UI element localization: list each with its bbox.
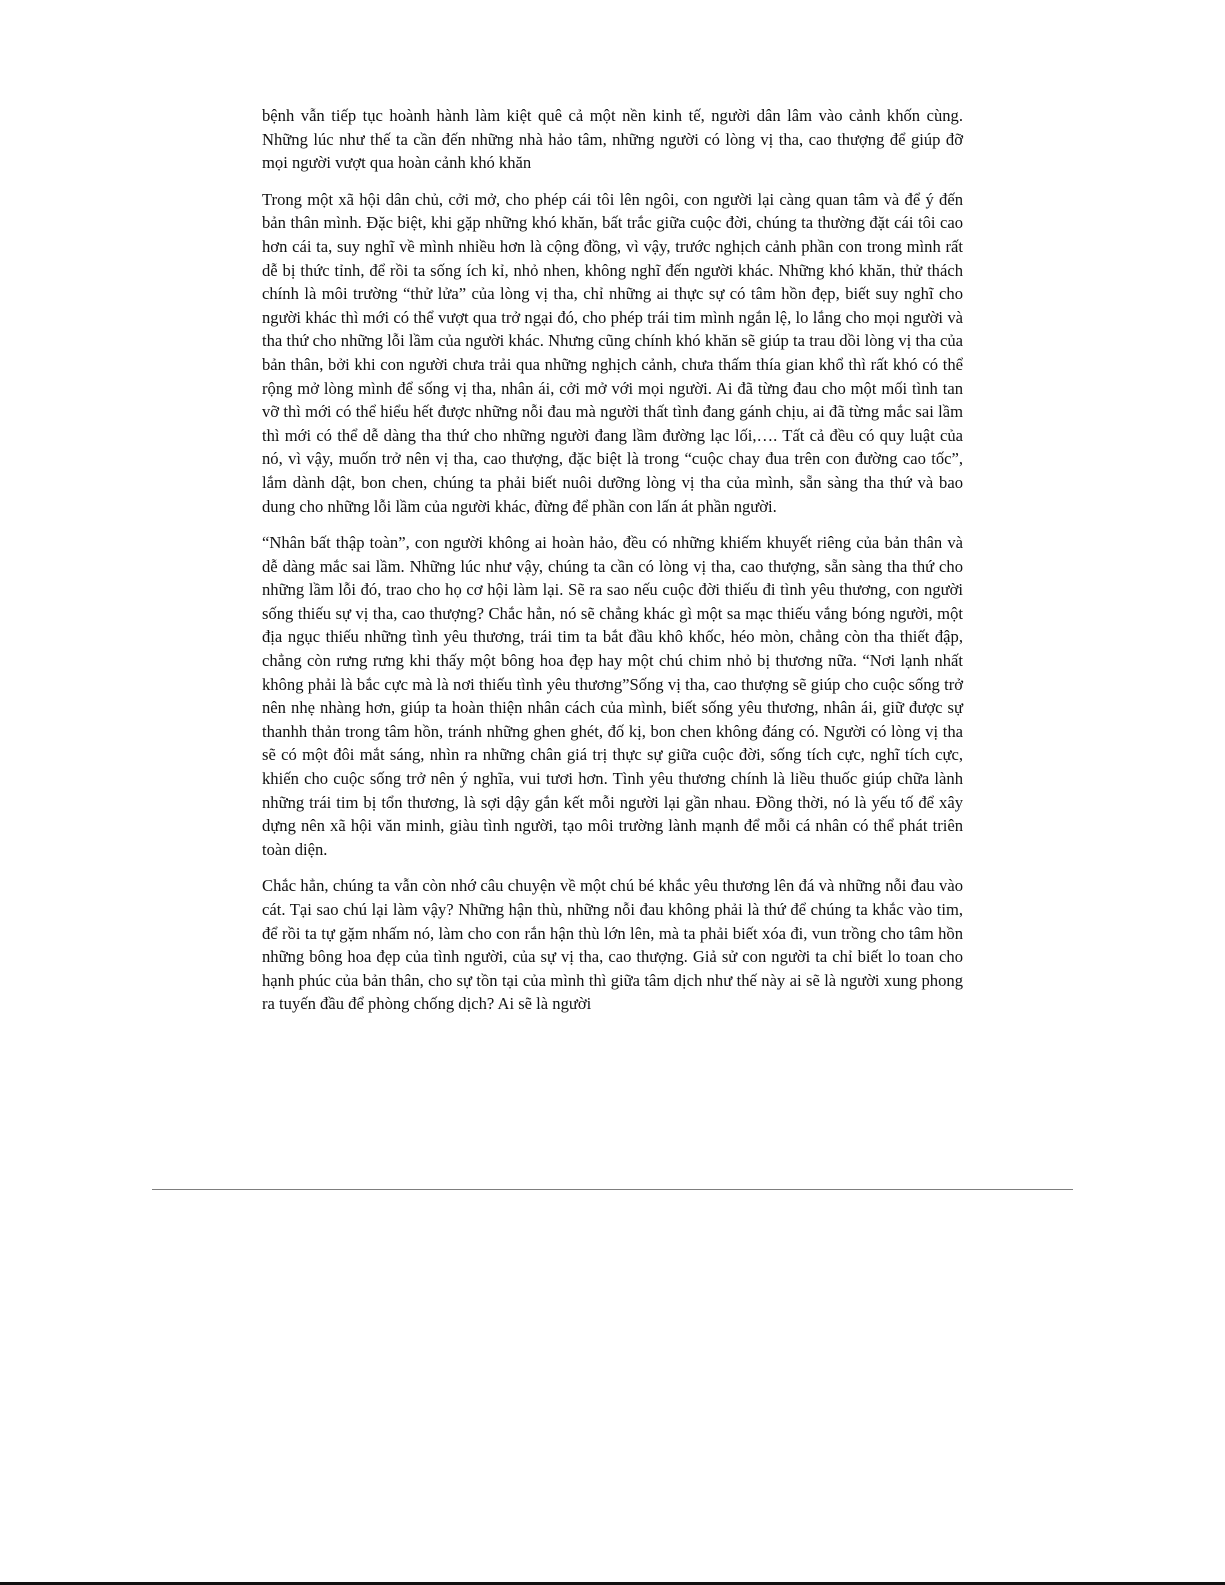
paragraph-3: “Nhân bất thập toàn”, con người không ai hoàn hảo, đều có những khiếm khuyết riêng của bản thân và dễ dàng mắc sai lầm. Những lúc như vậy, chúng ta cần có lòng vị tha, cao thượng, sẵn sàng tha thứ cho những lầm lỗi đó, trao cho họ cơ hội làm lại. Sẽ ra sao nếu cuộc đời thiếu đi tình yêu thương, con người sống thiếu sự vị tha, cao thượng? Chắc hẳn, nó sẽ chẳng khác gì một sa mạc thiếu vắng bóng người, một địa ngục thiếu những tình yêu thương, trái tim ta bắt đầu khô khốc, héo mòn, chẳng còn tha thiết đập, chẳng còn rưng rưng khi thấy một bông hoa đẹp hay một chú chim nhỏ bị thương nữa. “Nơi lạnh nhất không phải là bắc cực mà là nơi thiếu tình yêu thương”Sống vị tha, cao thượng sẽ giúp cho cuộc sống trở nên nhẹ nhàng hơn, giúp ta hoàn thiện nhân cách của mình, biết sống yêu thương, nhân ái, giữ được sự thanhh thản trong tâm hồn, tránh những ghen ghét, đố kị, bon chen không đáng có. Người có lòng vị tha sẽ có một đôi mắt sáng, nhìn ra những chân giá trị thực sự giữa cuộc đời, sống tích cực, nghĩ tích cực, khiến cho cuộc sống trở nên ý nghĩa, vui tươi hơn. Tình yêu thương chính là liều thuốc giúp chữa lành những trái tim bị tổn thương, là sợi dậy gắn kết mỗi người lại gần nhau. Đồng thời, nó là yếu tố để xây dựng nên xã hội văn minh, giàu tình người, tạo môi trường lành mạnh để mỗi cá nhân có thể phát triên toàn diện. [262, 533, 963, 859]
page-divider [152, 1189, 1073, 1190]
paragraph-2: Trong một xã hội dân chủ, cởi mở, cho phép cái tôi lên ngôi, con người lại càng quan tâm và để ý đến bản thân mình. Đặc biệt, khi gặp những khó khăn, bất trắc giữa cuộc đời, chúng ta thường đặt cái tôi cao hơn cái ta, suy nghĩ về mình nhiều hơn là cộng đồng, vì vậy, trước nghịch cảnh phần con trong mình rất dễ bị thức tỉnh, để rồi ta sống ích kỉ, nhỏ nhen, không nghĩ đến người khác. Những khó khăn, thử thách chính là môi trường “thử lửa” của lòng vị tha, chỉ những ai thực sự có tâm hồn đẹp, biết suy nghĩ cho người khác thì mới có thể vượt qua trở ngại đó, cho phép trái tim mình ngắn lệ, lo lắng cho mọi người và tha thứ cho những lỗi lầm của người khác. Nhưng cũng chính khó khăn sẽ giúp ta trau dồi lòng vị tha của bản thân, bởi khi con người chưa trải qua những nghịch cảnh, chưa thấm thía gian khổ thì rất khó có thể rộng mở lòng mình để sống vị tha, nhân ái, cởi mở với mọi người. Ai đã từng đau cho một mối tình tan vỡ thì mới có thể hiểu hết được những nỗi đau mà người thất tình đang gánh chịu, ai đã từng mắc sai lầm thì mới có thể dễ dàng tha thứ cho những người đang lầm đường lạc lối,…. Tất cả đều có quy luật của nó, vì vậy, muốn trở nên vị tha, cao thượng, đặc biệt là trong “cuộc chay đua trên con đường cao tốc”, lắm dành dật, bon chen, chúng ta phải biết nuôi dưỡng lòng vị tha của mình, sẵn sàng tha thứ và bao dung cho những lỗi lầm của người khác, đừng để phần con lấn át phần người. [262, 189, 963, 516]
document-page-body [262, 104, 963, 1029]
paragraph-4: Chắc hẳn, chúng ta vẫn còn nhớ câu chuyện về một chú bé khắc yêu thương lên đá và những nỗi đau vào cát. Tại sao chú lại làm vậy? Những hận thù, những nỗi đau không phải là thứ để chúng ta khắc vào tim, để rồi ta tự gặm nhấm nó, làm cho con rắn hận thù lớn lên, mà ta phải biết xóa đi, vun trồng cho tâm hồn những bông hoa đẹp của tình người, của sự vị tha, cao thượng. Giả sử con người ta chỉ biết lo toan cho hạnh phúc của bản thân, cho sự tồn tại của mình thì giữa tâm dịch như thế này ai sẽ là người xung phong ra tuyến đầu để phòng chống dịch? Ai sẽ là người [262, 876, 963, 1014]
paragraph-1: bệnh vẫn tiếp tục hoành hành làm kiệt quê cả một nền kinh tế, người dân lâm vào cảnh khốn cùng. Những lúc như thế ta cần đến những nhà hảo tâm, những người có lòng vị tha, cao thượng để giúp đỡ mọi người vượt qua hoàn cảnh khó khăn [262, 106, 963, 173]
